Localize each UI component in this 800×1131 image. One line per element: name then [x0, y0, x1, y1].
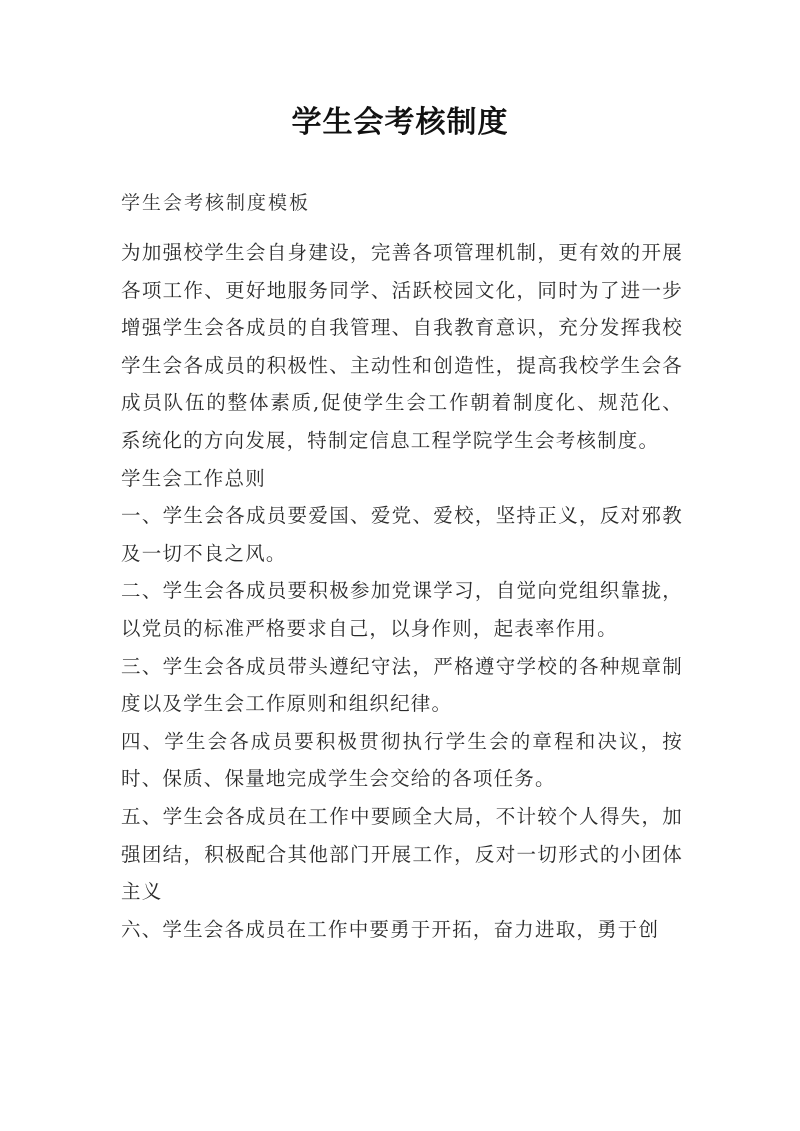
document-title: 学生会考核制度: [291, 105, 509, 140]
document-subtitle: 学生会考核制度模板: [121, 192, 311, 214]
rule-item: 一、学生会各成员要爱国、爱党、爱校，坚持正义，反对邪教及一切不良之风。: [121, 504, 683, 565]
rule-item: 五、学生会各成员在工作中要顾全大局，不计较个人得失，加强团结，积极配合其他部门开展工作，反对一切形式的小团体主义: [121, 804, 683, 904]
document-body: [121, 234, 683, 948]
intro-paragraph: 为加强校学生会自身建设，完善各项管理机制，更有效的开展各项工作、更好地服务同学、活跃校园文化，同时为了进一步增强学生会各成员的自我管理、自我教育意识，充分发挥我校学生会各成员的积极性、主动性和创造性，提高我校学生会各成员队伍的整体素质,促使学生会工作朝着制度化、规范化、系统化的方向发展，特制定信息工程学院学生会考核制度。: [121, 241, 683, 452]
rule-item: 三、学生会各成员带头遵纪守法，严格遵守学校的各种规章制度以及学生会工作原则和组织纪律。: [121, 654, 683, 716]
section-heading: 学生会工作总则: [121, 466, 266, 490]
rule-item: 四、学生会各成员要积极贯彻执行学生会的章程和决议，按时、保质、保量地完成学生会交给的各项任务。: [121, 729, 683, 791]
rule-item: 二、学生会各成员要积极参加党课学习，自觉向党组织靠拢，以党员的标准严格要求自己，以身作则，起表率作用。: [121, 579, 683, 640]
rule-item: 六、学生会各成员在工作中要勇于开拓，奋力进取，勇于创: [121, 917, 660, 941]
